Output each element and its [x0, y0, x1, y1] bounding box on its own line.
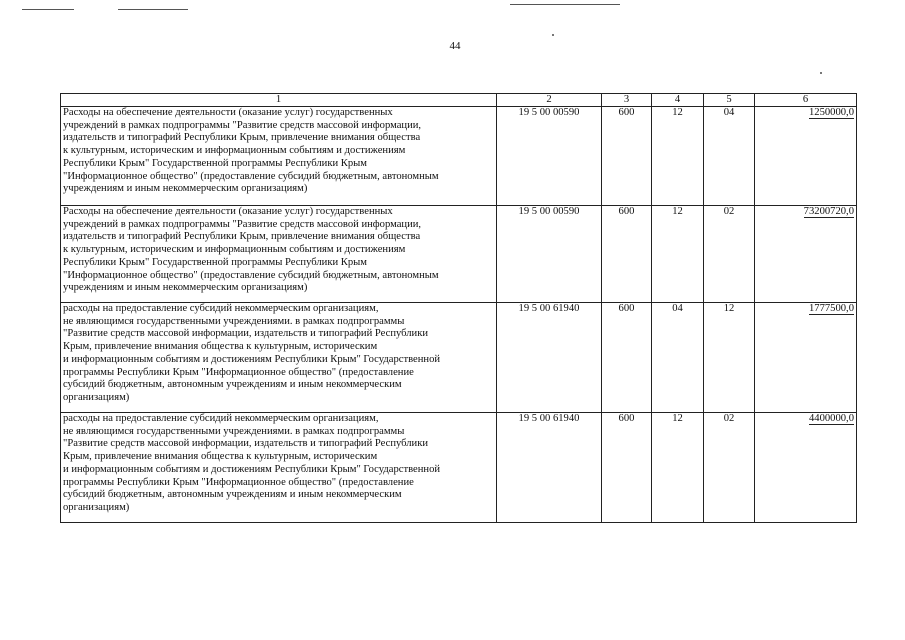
- row-expense-type: 600: [602, 303, 652, 413]
- scan-line-left: [22, 9, 74, 10]
- header-col-1: 1: [61, 94, 497, 107]
- row-section: 12: [652, 206, 704, 303]
- row-subsection: 12: [704, 303, 755, 413]
- scan-line-left-2: [118, 9, 188, 10]
- table-row: [61, 413, 857, 523]
- header-col-6: 6: [755, 94, 857, 107]
- row-amount-cell: [755, 206, 857, 303]
- header-col-4: 4: [652, 94, 704, 107]
- row-amount: 1777500,0: [808, 303, 854, 314]
- row-target-article: 19 5 00 61940: [497, 413, 602, 523]
- row-target-article: 19 5 00 00590: [497, 206, 602, 303]
- row-section: 04: [652, 303, 704, 413]
- header-col-5: 5: [704, 94, 755, 107]
- row-amount-cell: [755, 107, 857, 206]
- row-target-article: 19 5 00 61940: [497, 303, 602, 413]
- table-row: [61, 206, 857, 303]
- scan-dot: [552, 34, 554, 36]
- row-amount-cell: [755, 303, 857, 413]
- row-section: 12: [652, 413, 704, 523]
- row-subsection: 02: [704, 413, 755, 523]
- header-col-3: 3: [602, 94, 652, 107]
- row-amount: 73200720,0: [803, 206, 854, 217]
- row-expense-type: 600: [602, 107, 652, 206]
- row-description: расходы на предоставление субсидий некоммерческим организациям, не являющимся государственными учреждениями. в рамках подпрограммы "Развитие средств массовой информации, издательств и типографий Республики Крым, привлечение внимания общества к культурным, историческим и информационным событиям и достижениям Республики Крым" Государственной программы Республики Крым "Информационное общество" (предоставление субсидий бюджетным, автономным учреждениям и иным некоммерческим организациям): [61, 303, 497, 413]
- row-expense-type: 600: [602, 413, 652, 523]
- row-amount: 1250000,0: [808, 107, 854, 118]
- scan-dot: [820, 72, 822, 74]
- row-subsection: 02: [704, 206, 755, 303]
- scan-line-center: [510, 4, 620, 5]
- row-description: Расходы на обеспечение деятельности (оказание услуг) государственных учреждений в рамках подпрограммы "Развитие средств массовой информации, издательств и типографий Республики Крым, привлечение внимания общества к культурным, историческим и информационным событиям и достижениям Республики Крым" Государственной программы Республики Крым "Информационное общество" (предоставление субсидий бюджетным, автономным учреждениям и иным некоммерческим организациям): [61, 206, 497, 303]
- budget-table: [60, 93, 857, 523]
- table-row: [61, 107, 857, 206]
- row-description: Расходы на обеспечение деятельности (оказание услуг) государственных учреждений в рамках подпрограммы "Развитие средств массовой информации, издательств и типографий Республики Крым, привлечение внимания общества к культурным, историческим и информационным событиям и достижениям Республики Крым" Государственной программы Республики Крым "Информационное общество" (предоставление субсидий бюджетным, автономным учреждениям и иным некоммерческим организациям): [61, 107, 497, 206]
- row-subsection: 04: [704, 107, 755, 206]
- row-section: 12: [652, 107, 704, 206]
- row-amount: 4400000,0: [808, 413, 854, 424]
- table-row: [61, 303, 857, 413]
- page-number: 44: [449, 40, 461, 52]
- row-amount-cell: [755, 413, 857, 523]
- header-col-2: 2: [497, 94, 602, 107]
- row-expense-type: 600: [602, 206, 652, 303]
- table-header-row: [61, 94, 857, 107]
- row-description: расходы на предоставление субсидий некоммерческим организациям, не являющимся государственными учреждениями. в рамках подпрограммы "Развитие средств массовой информации, издательств и типографий Республики Крым, привлечение внимания общества к культурным, историческим и информационным событиям и достижениям Республики Крым" Государственной программы Республики Крым "Информационное общество" (предоставление субсидий бюджетным, автономным учреждениям и иным некоммерческим организациям): [61, 413, 497, 523]
- row-target-article: 19 5 00 00590: [497, 107, 602, 206]
